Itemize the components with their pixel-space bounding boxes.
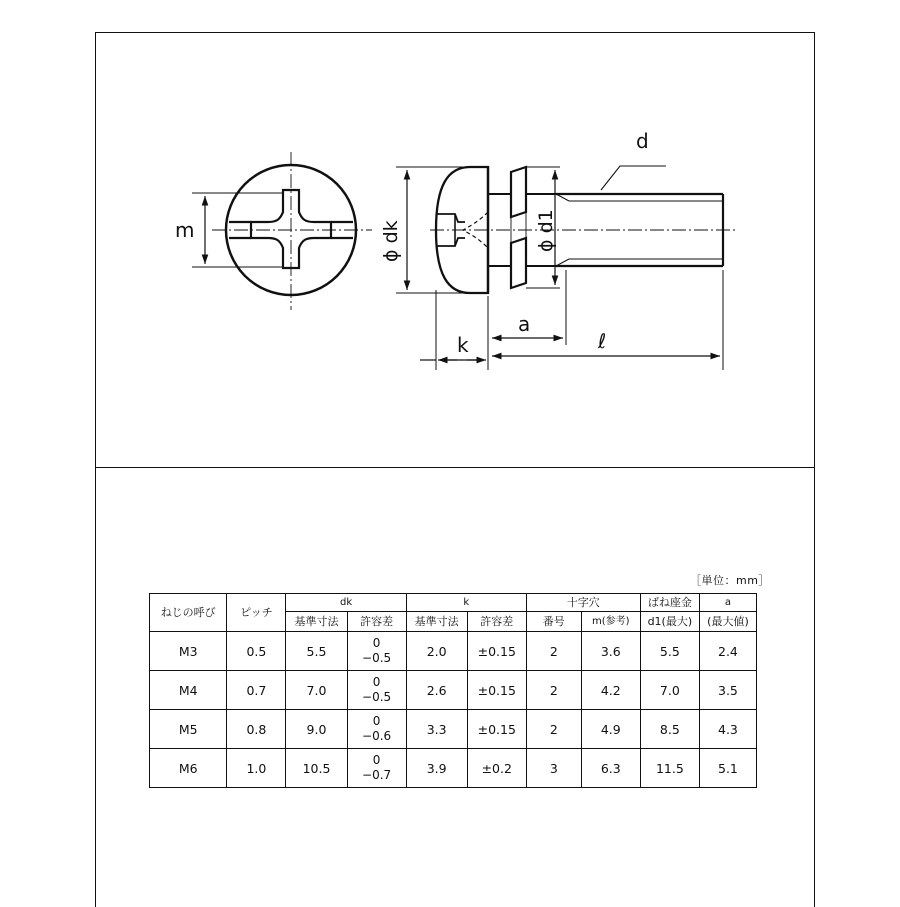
cell-cross-m: 6.3 [581, 749, 640, 788]
cell-k-tolerance: ±0.15 [467, 671, 526, 710]
header-k-base: 基準寸法 [406, 612, 467, 632]
cell-k: 2.6 [406, 671, 467, 710]
header-dk-base: 基準寸法 [286, 612, 347, 632]
cell-cross-number: 2 [526, 632, 581, 671]
header-dk-tolerance: 許容差 [347, 612, 406, 632]
cell-a: 3.5 [699, 671, 756, 710]
unit-note: ［単位：mm］ [690, 574, 770, 587]
header-pitch: ピッチ [227, 594, 286, 632]
cell-k: 2.0 [406, 632, 467, 671]
tol-lower: −0.5 [362, 651, 392, 665]
cell-cross-m: 3.6 [581, 632, 640, 671]
cell-dk-tolerance [347, 710, 406, 749]
header-washer-d1: d1(最大) [640, 612, 699, 632]
label-dk: ϕ dk [380, 220, 402, 262]
header-spring-washer: ばね座金 [640, 594, 699, 612]
tol-lower: −0.7 [362, 768, 392, 782]
cell-a: 4.3 [699, 710, 756, 749]
cell-k-tolerance: ±0.2 [467, 749, 526, 788]
cell-name: M5 [150, 710, 227, 749]
head-top-view [192, 152, 372, 310]
cell-cross-m: 4.9 [581, 710, 640, 749]
cell-k-tolerance: ±0.15 [467, 632, 526, 671]
label-d: d [636, 129, 649, 153]
cell-pitch: 0.5 [227, 632, 286, 671]
cell-cross-number: 2 [526, 710, 581, 749]
table-row [150, 671, 757, 710]
label-m: m [175, 218, 195, 242]
tol-upper: 0 [372, 714, 381, 728]
cell-cross-number: 2 [526, 671, 581, 710]
cell-pitch: 1.0 [227, 749, 286, 788]
tol-lower: −0.6 [362, 729, 392, 743]
header-k: k [406, 594, 526, 612]
cell-dk: 7.0 [286, 671, 347, 710]
tol-upper: 0 [372, 675, 381, 689]
cell-a: 2.4 [699, 632, 756, 671]
cell-dk-tolerance [347, 749, 406, 788]
cell-a: 5.1 [699, 749, 756, 788]
header-a-max: (最大値) [699, 612, 756, 632]
header-cross-number: 番号 [526, 612, 581, 632]
header-cross-m: m(参考) [581, 612, 640, 632]
cell-name: M6 [150, 749, 227, 788]
label-l: ℓ [598, 329, 607, 353]
cell-cross-m: 4.2 [581, 671, 640, 710]
label-k: k [457, 333, 469, 357]
tol-upper: 0 [372, 636, 381, 650]
label-a: a [518, 312, 531, 336]
table-row [150, 632, 757, 671]
cell-dk: 9.0 [286, 710, 347, 749]
cell-pitch: 0.7 [227, 671, 286, 710]
cell-dk: 10.5 [286, 749, 347, 788]
header-a: a [699, 594, 756, 612]
header-dk: dk [286, 594, 406, 612]
screw-side-view [396, 166, 735, 370]
label-d1: ϕ d1 [535, 209, 557, 252]
cell-dk-tolerance [347, 632, 406, 671]
tol-lower: −0.5 [362, 690, 392, 704]
cell-cross-number: 3 [526, 749, 581, 788]
table-row [150, 710, 757, 749]
cell-k-tolerance: ±0.15 [467, 710, 526, 749]
dimension-table [149, 593, 757, 788]
cell-dk-tolerance [347, 671, 406, 710]
cell-name: M4 [150, 671, 227, 710]
cell-washer-d1: 7.0 [640, 671, 699, 710]
cell-washer-d1: 5.5 [640, 632, 699, 671]
cell-name: M3 [150, 632, 227, 671]
table-row [150, 749, 757, 788]
cell-washer-d1: 11.5 [640, 749, 699, 788]
cell-pitch: 0.8 [227, 710, 286, 749]
header-k-tolerance: 許容差 [467, 612, 526, 632]
tol-upper: 0 [372, 753, 381, 767]
cell-dk: 5.5 [286, 632, 347, 671]
cell-k: 3.9 [406, 749, 467, 788]
cell-washer-d1: 8.5 [640, 710, 699, 749]
cell-k: 3.3 [406, 710, 467, 749]
header-name: ねじの呼び [150, 594, 227, 632]
header-cross-recess: 十字穴 [526, 594, 640, 612]
